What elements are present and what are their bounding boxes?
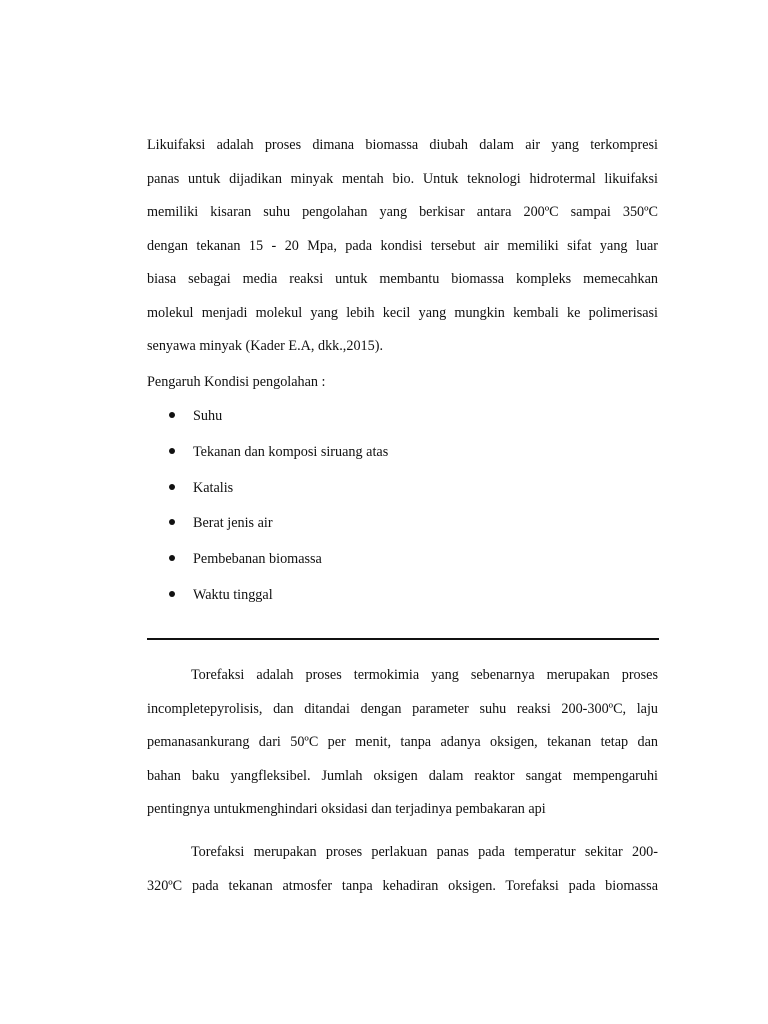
paragraph-line: senyawa minyak (Kader E.A, dkk.,2015). xyxy=(147,338,383,354)
conditions-list xyxy=(147,404,388,619)
list-item xyxy=(147,404,388,440)
bullet-icon xyxy=(169,484,175,490)
paragraph-line: Torefaksi adalah proses termokimia yang sebenarnya merupakan proses xyxy=(191,667,658,683)
paragraph-line: memiliki kisaran suhu pengolahan yang berkisar antara 200ºC sampai 350ºC xyxy=(147,204,658,220)
paragraph-line: 320ºC pada tekanan atmosfer tanpa kehadiran oksigen. Torefaksi pada biomassa xyxy=(147,877,658,894)
paragraph-torefaksi-1 xyxy=(147,659,658,827)
list-item-label: Pembebanan biomassa xyxy=(193,551,322,568)
paragraph-likuifaksi xyxy=(147,129,658,364)
paragraph-line: pentingnya untukmenghindari oksidasi dan terjadinya pembakaran api xyxy=(147,801,546,818)
list-item-label: Suhu xyxy=(193,408,223,424)
list-item-label: Katalis xyxy=(193,479,234,496)
list-item xyxy=(147,511,388,547)
list-item xyxy=(147,583,388,619)
paragraph-line: biasa sebagai media reaksi untuk membantu biomassa kompleks memecahkan xyxy=(147,271,658,287)
conditions-heading: Pengaruh Kondisi pengolahan : xyxy=(147,374,326,390)
list-item-label: Berat jenis air xyxy=(193,515,273,532)
list-item xyxy=(147,547,388,583)
bullet-icon xyxy=(169,412,175,418)
list-item-label: Waktu tinggal xyxy=(193,586,273,603)
horizontal-divider xyxy=(147,638,659,640)
paragraph-line: Likuifaksi adalah proses dimana biomassa diubah dalam air yang terkompresi xyxy=(147,137,658,153)
list-item xyxy=(147,476,388,512)
paragraph-line: pemanasankurang dari 50ºC per menit, tanpa adanya oksigen, tekanan tetap dan xyxy=(147,734,658,751)
paragraph-line: bahan baku yangfleksibel. Jumlah oksigen dalam reaktor sangat mempengaruhi xyxy=(147,767,658,784)
paragraph-line: panas untuk dijadikan minyak mentah bio. Untuk teknologi hidrotermal likuifaksi xyxy=(147,170,658,187)
bullet-icon xyxy=(169,555,175,561)
paragraph-line: dengan tekanan 15 - 20 Mpa, pada kondisi tersebut air memiliki sifat yang luar xyxy=(147,237,658,254)
bullet-icon xyxy=(169,591,175,597)
list-item xyxy=(147,440,388,476)
bullet-icon xyxy=(169,448,175,454)
paragraph-line: molekul menjadi molekul yang lebih kecil yang mungkin kembali ke polimerisasi xyxy=(147,304,658,321)
paragraph-line: incompletepyrolisis, dan ditandai dengan parameter suhu reaksi 200-300ºC, laju xyxy=(147,700,658,717)
list-item-label: Tekanan dan komposi siruang atas xyxy=(193,443,389,460)
paragraph-torefaksi-2 xyxy=(147,836,658,903)
bullet-icon xyxy=(169,519,175,525)
paragraph-line: Torefaksi merupakan proses perlakuan panas pada temperatur sekitar 200- xyxy=(191,844,658,860)
